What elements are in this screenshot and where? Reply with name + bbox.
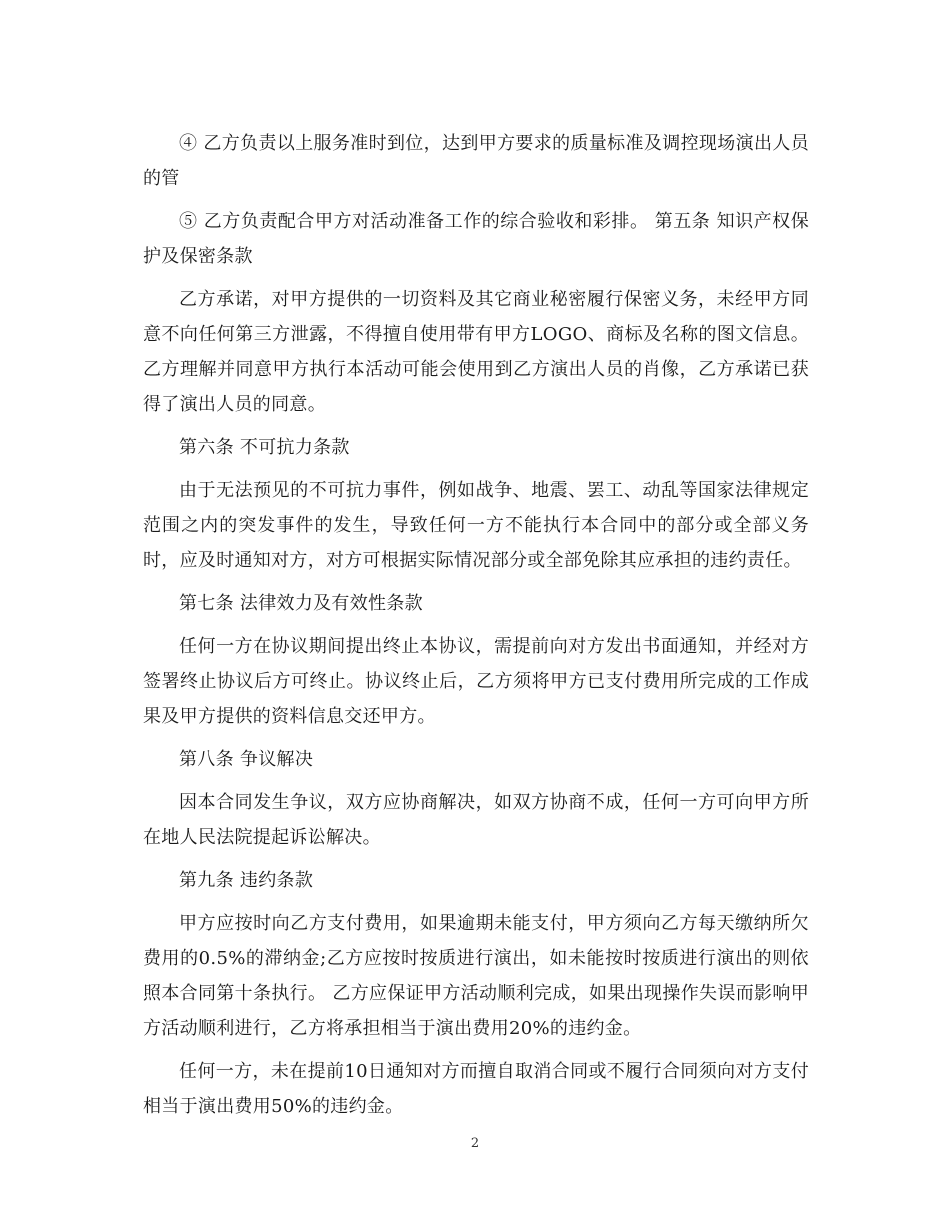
article-6-heading: 第六条 不可抗力条款 [179,437,350,458]
confidentiality-paragraph: 乙方承诺，对甲方提供的一切资料及其它商业秘密履行保密义务，未经甲方同意不向任何第三方泄露，不得擅自使用带有甲方LOGO、商标及名称的图文信息。乙方理解并同意甲方执行本活动可能会使用到乙方演出人员的肖像，乙方承诺已获得了演出人员的同意。 [143,289,809,415]
clause-item-5: ⑤ 乙方负责配合甲方对活动准备工作的综合验收和彩排。 第五条 知识产权保护及保密条款 [143,211,809,267]
clause-item-4: ④ 乙方负责以上服务准时到位，达到甲方要求的质量标准及调控现场演出人员的管 [143,133,809,189]
document-body [143,126,809,1132]
breach-paragraph-2: 任何一方，未在提前10日通知对方而擅自取消合同或不履行合同须向对方支付相当于演出费用50%的违约金。 [143,1061,809,1117]
dispute-resolution-paragraph: 因本合同发生争议，双方应协商解决，如双方协商不成，任何一方可向甲方所在地人民法院提起诉讼解决。 [143,792,809,848]
force-majeure-paragraph: 由于无法预见的不可抗力事件，例如战争、地震、罢工、动乱等国家法律规定范围之内的突发事件的发生，导致任何一方不能执行本合同中的部分或全部义务时，应及时通知对方，对方可根据实际情况部分或全部免除其应承担的违约责任。 [143,480,809,571]
breach-paragraph-1: 甲方应按时向乙方支付费用，如果逾期未能支付，甲方须向乙方每天缴纳所欠费用的0.5%的滞纳金;乙方应按时按质进行演出，如未能按时按质进行演出的则依照本合同第十条执行。 乙方应保证甲方活动顺利完成，如果出现操作失误而影响甲方活动顺利进行，乙方将承担相当于演出费用20%的违约金。 [143,913,809,1039]
article-9-heading: 第九条 违约条款 [179,870,314,891]
page-number: 2 [470,1136,480,1151]
article-7-heading: 第七条 法律效力及有效性条款 [179,593,423,614]
legal-effect-paragraph: 任何一方在协议期间提出终止本协议，需提前向对方发出书面通知，并经对方签署终止协议后方可终止。协议终止后，乙方须将甲方已支付费用所完成的工作成果及甲方提供的资料信息交还甲方。 [143,636,809,727]
article-8-heading: 第八条 争议解决 [179,749,314,770]
